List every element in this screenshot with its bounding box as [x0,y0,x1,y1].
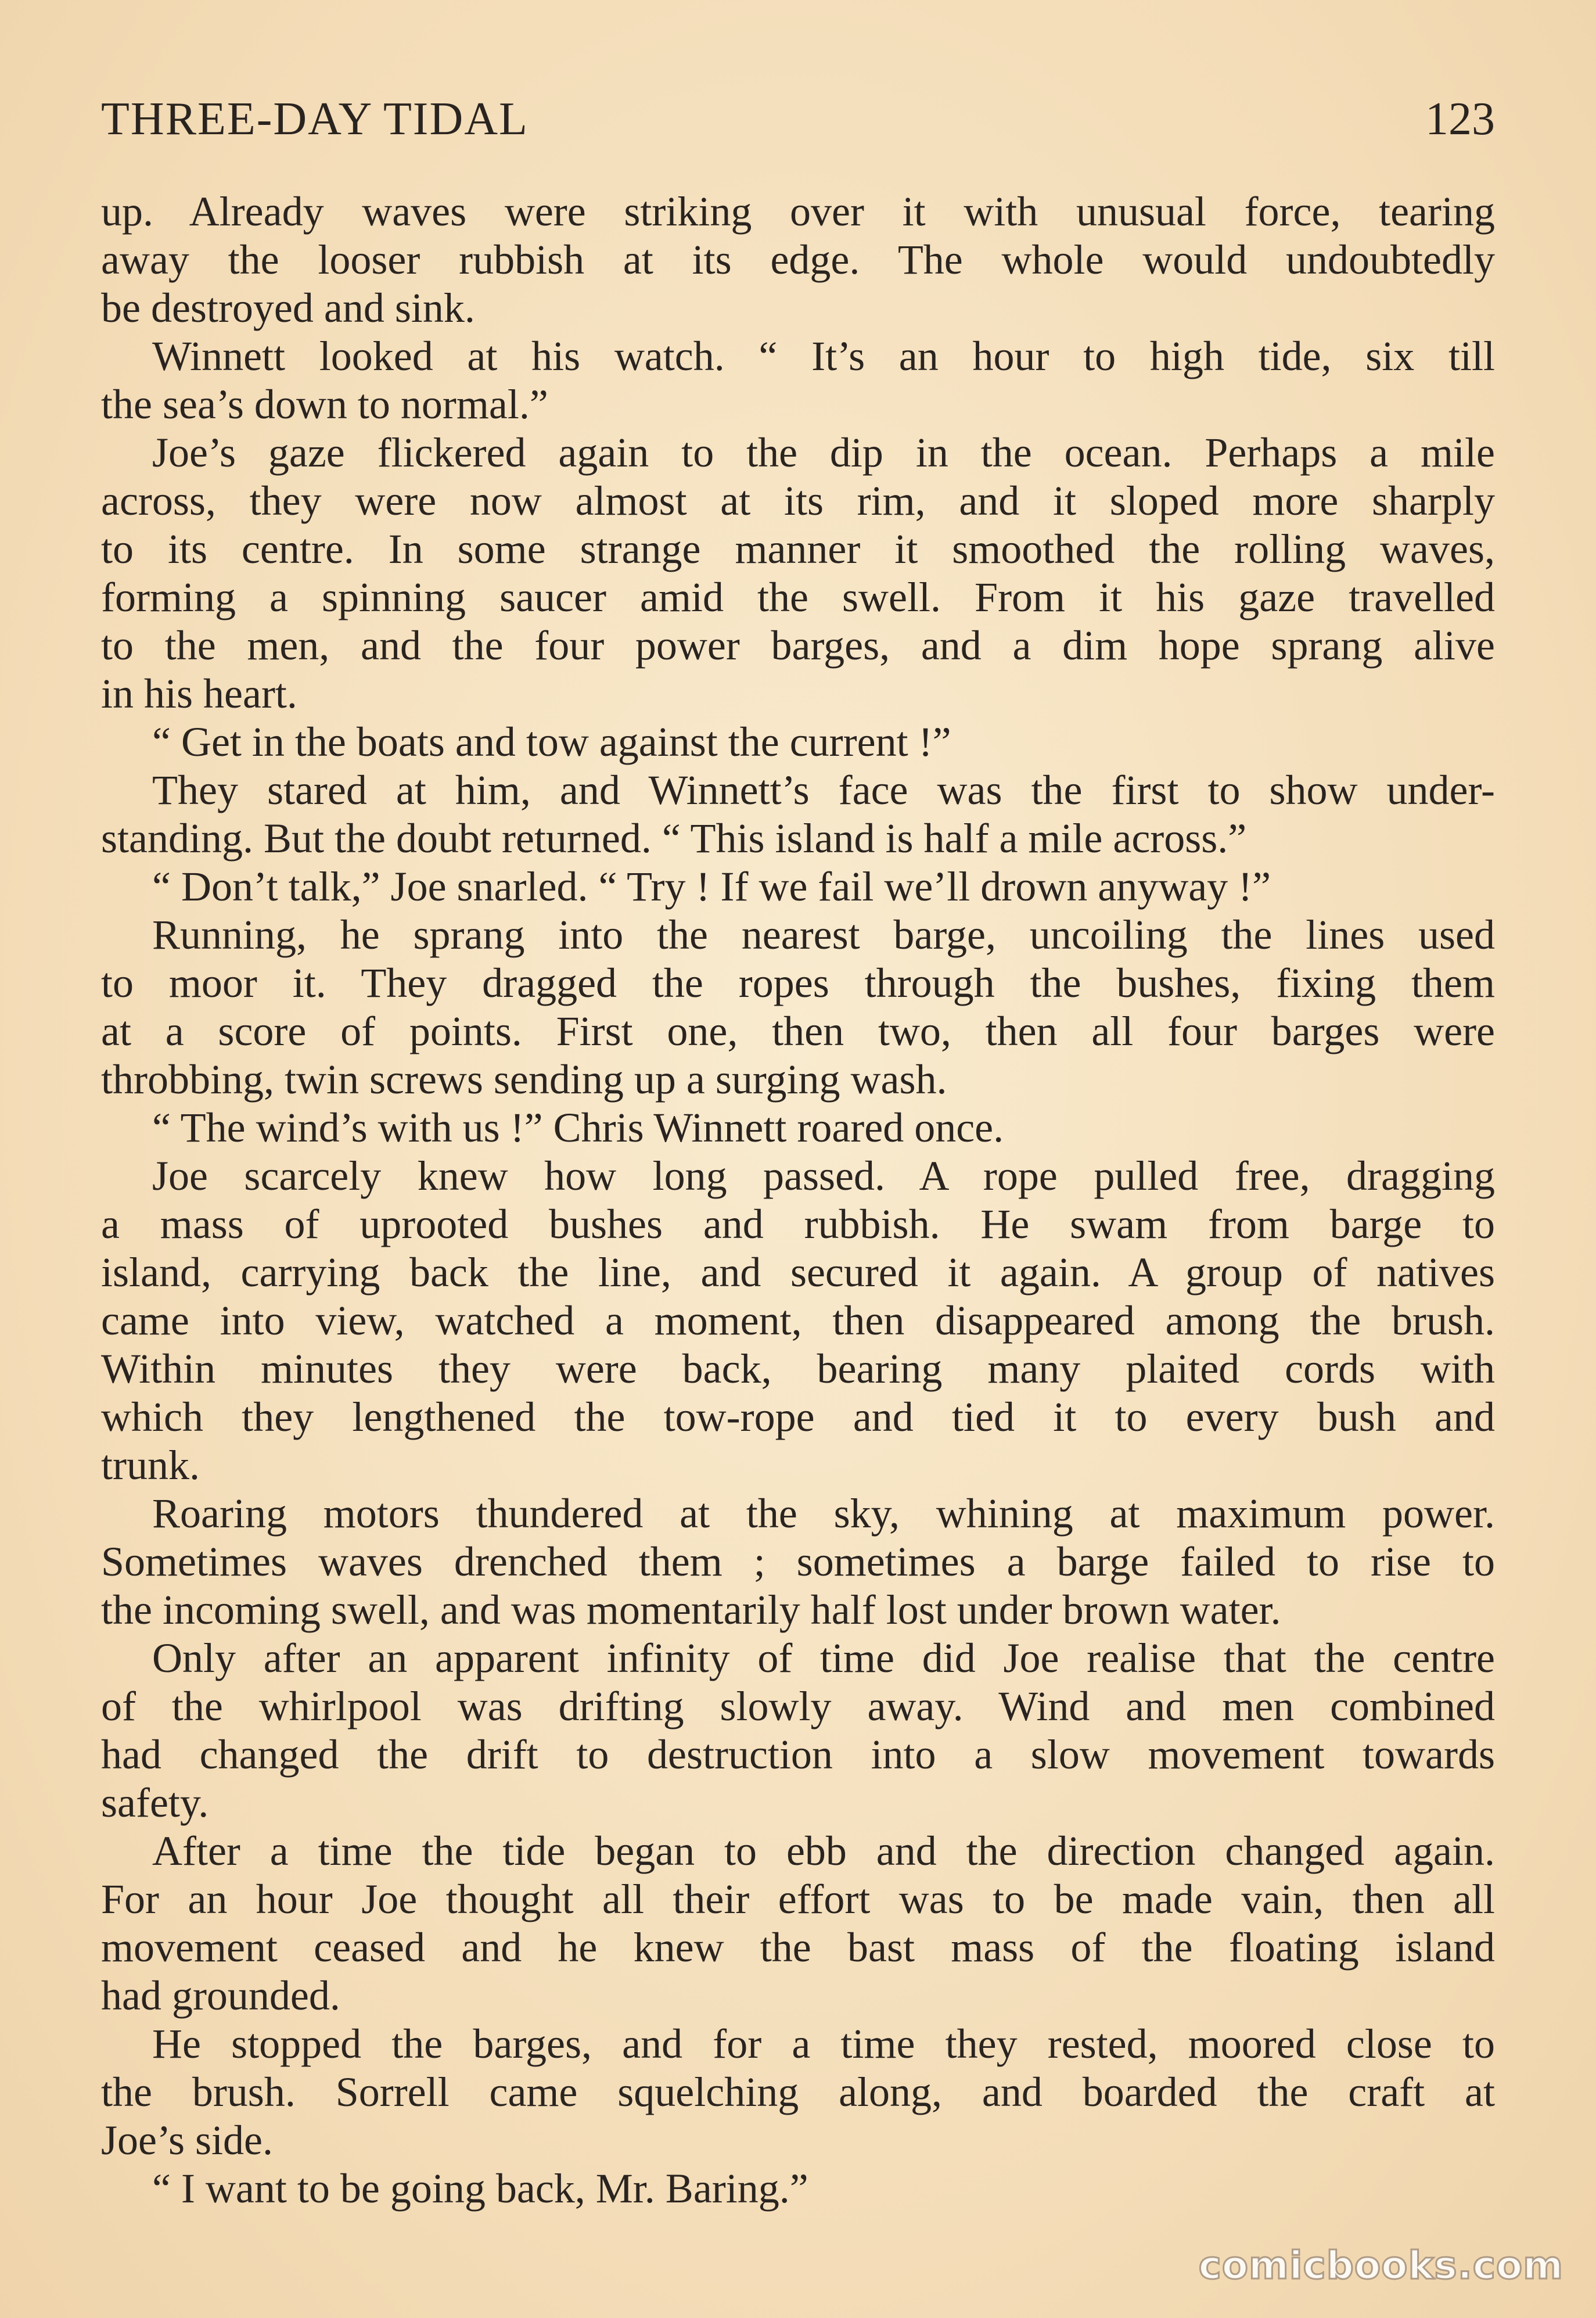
text-line: to moor it. They dragged the ropes through the bushes, fixing them [101,960,1495,1006]
text-line: Joe’s side. [101,2117,273,2163]
text-line: island, carrying back the line, and secured it again. A group of natives [101,1249,1495,1296]
body-text [101,188,1495,2213]
text-line: safety. [101,1779,209,1826]
text-line: Sometimes waves drenched them ; sometimes a barge failed to rise to [101,1538,1495,1585]
text-line: They stared at him, and Winnett’s face was the first to show under- [152,767,1495,813]
text-line: Within minutes they were back, bearing many plaited cords with [101,1345,1495,1392]
text-line: to its centre. In some strange manner it smoothed the rolling waves, [101,526,1495,572]
text-line: Winnett looked at his watch. “ It’s an hour to high tide, six till [152,333,1495,379]
text-line: “ I want to be going back, Mr. Baring.” [152,2165,808,2212]
text-line: “ The wind’s with us !” Chris Winnett roared once. [152,1104,1004,1151]
text-line: Joe’s gaze flickered again to the dip in the ocean. Perhaps a mile [152,429,1495,476]
text-line: across, they were now almost at its rim, and it sloped more sharply [101,478,1495,524]
text-line: away the looser rubbish at its edge. The whole would undoubtedly [101,236,1495,283]
text-line: Running, he sprang into the nearest barge, uncoiling the lines used [152,912,1495,958]
text-line: He stopped the barges, and for a time they rested, moored close to [152,2021,1495,2067]
watermark-logo: comicbooks.com [1198,2243,1563,2288]
text-line: Roaring motors thundered at the sky, whining at maximum power. [152,1490,1495,1537]
text-line: the incoming swell, and was momentarily half lost under brown water. [101,1587,1281,1633]
text-line: the sea’s down to normal.” [101,381,548,428]
text-line: “ Don’t talk,” Joe snarled. “ Try ! If we fail we’ll drown anyway !” [152,863,1271,910]
running-title: THREE-DAY TIDAL [101,94,529,145]
text-line: to the men, and the four power barges, and a dim hope sprang alive [101,622,1495,669]
text-line: trunk. [101,1442,200,1488]
text-line: After a time the tide began to ebb and the direction changed again. [152,1828,1495,1874]
text-line: Joe scarcely knew how long passed. A rope pulled free, dragging [152,1153,1495,1199]
text-line: which they lengthened the tow-rope and tied it to every bush and [101,1394,1495,1440]
text-line: “ Get in the boats and tow against the current !” [152,719,951,765]
text-line: throbbing, twin screws sending up a surging wash. [101,1056,947,1103]
text-line: standing. But the doubt returned. “ This island is half a mile across.” [101,815,1247,862]
text-line: forming a spinning saucer amid the swell. From it his gaze travelled [101,574,1495,620]
text-line: the brush. Sorrell came squelching along, and boarded the craft at [101,2069,1495,2115]
text-line: For an hour Joe thought all their effort was to be made vain, then all [101,1876,1495,1922]
text-line: up. Already waves were striking over it with unusual force, tearing [101,188,1495,235]
text-line: came into view, watched a moment, then disappeared among the brush. [101,1297,1495,1344]
text-line: at a score of points. First one, then two, then all four barges were [101,1008,1495,1054]
text-line: in his heart. [101,670,297,717]
running-head [101,87,1495,151]
text-line: of the whirlpool was drifting slowly away. Wind and men combined [101,1683,1495,1729]
text-line: had grounded. [101,1972,340,2019]
text-line: be destroyed and sink. [101,285,475,331]
text-line: Only after an apparent infinity of time did Joe realise that the centre [152,1635,1495,1681]
text-line: had changed the drift to destruction into a slow movement towards [101,1731,1495,1778]
text-line: movement ceased and he knew the bast mass of the floating island [101,1924,1495,1971]
text-line: a mass of uprooted bushes and rubbish. He swam from barge to [101,1201,1495,1247]
page-number: 123 [1425,94,1495,145]
